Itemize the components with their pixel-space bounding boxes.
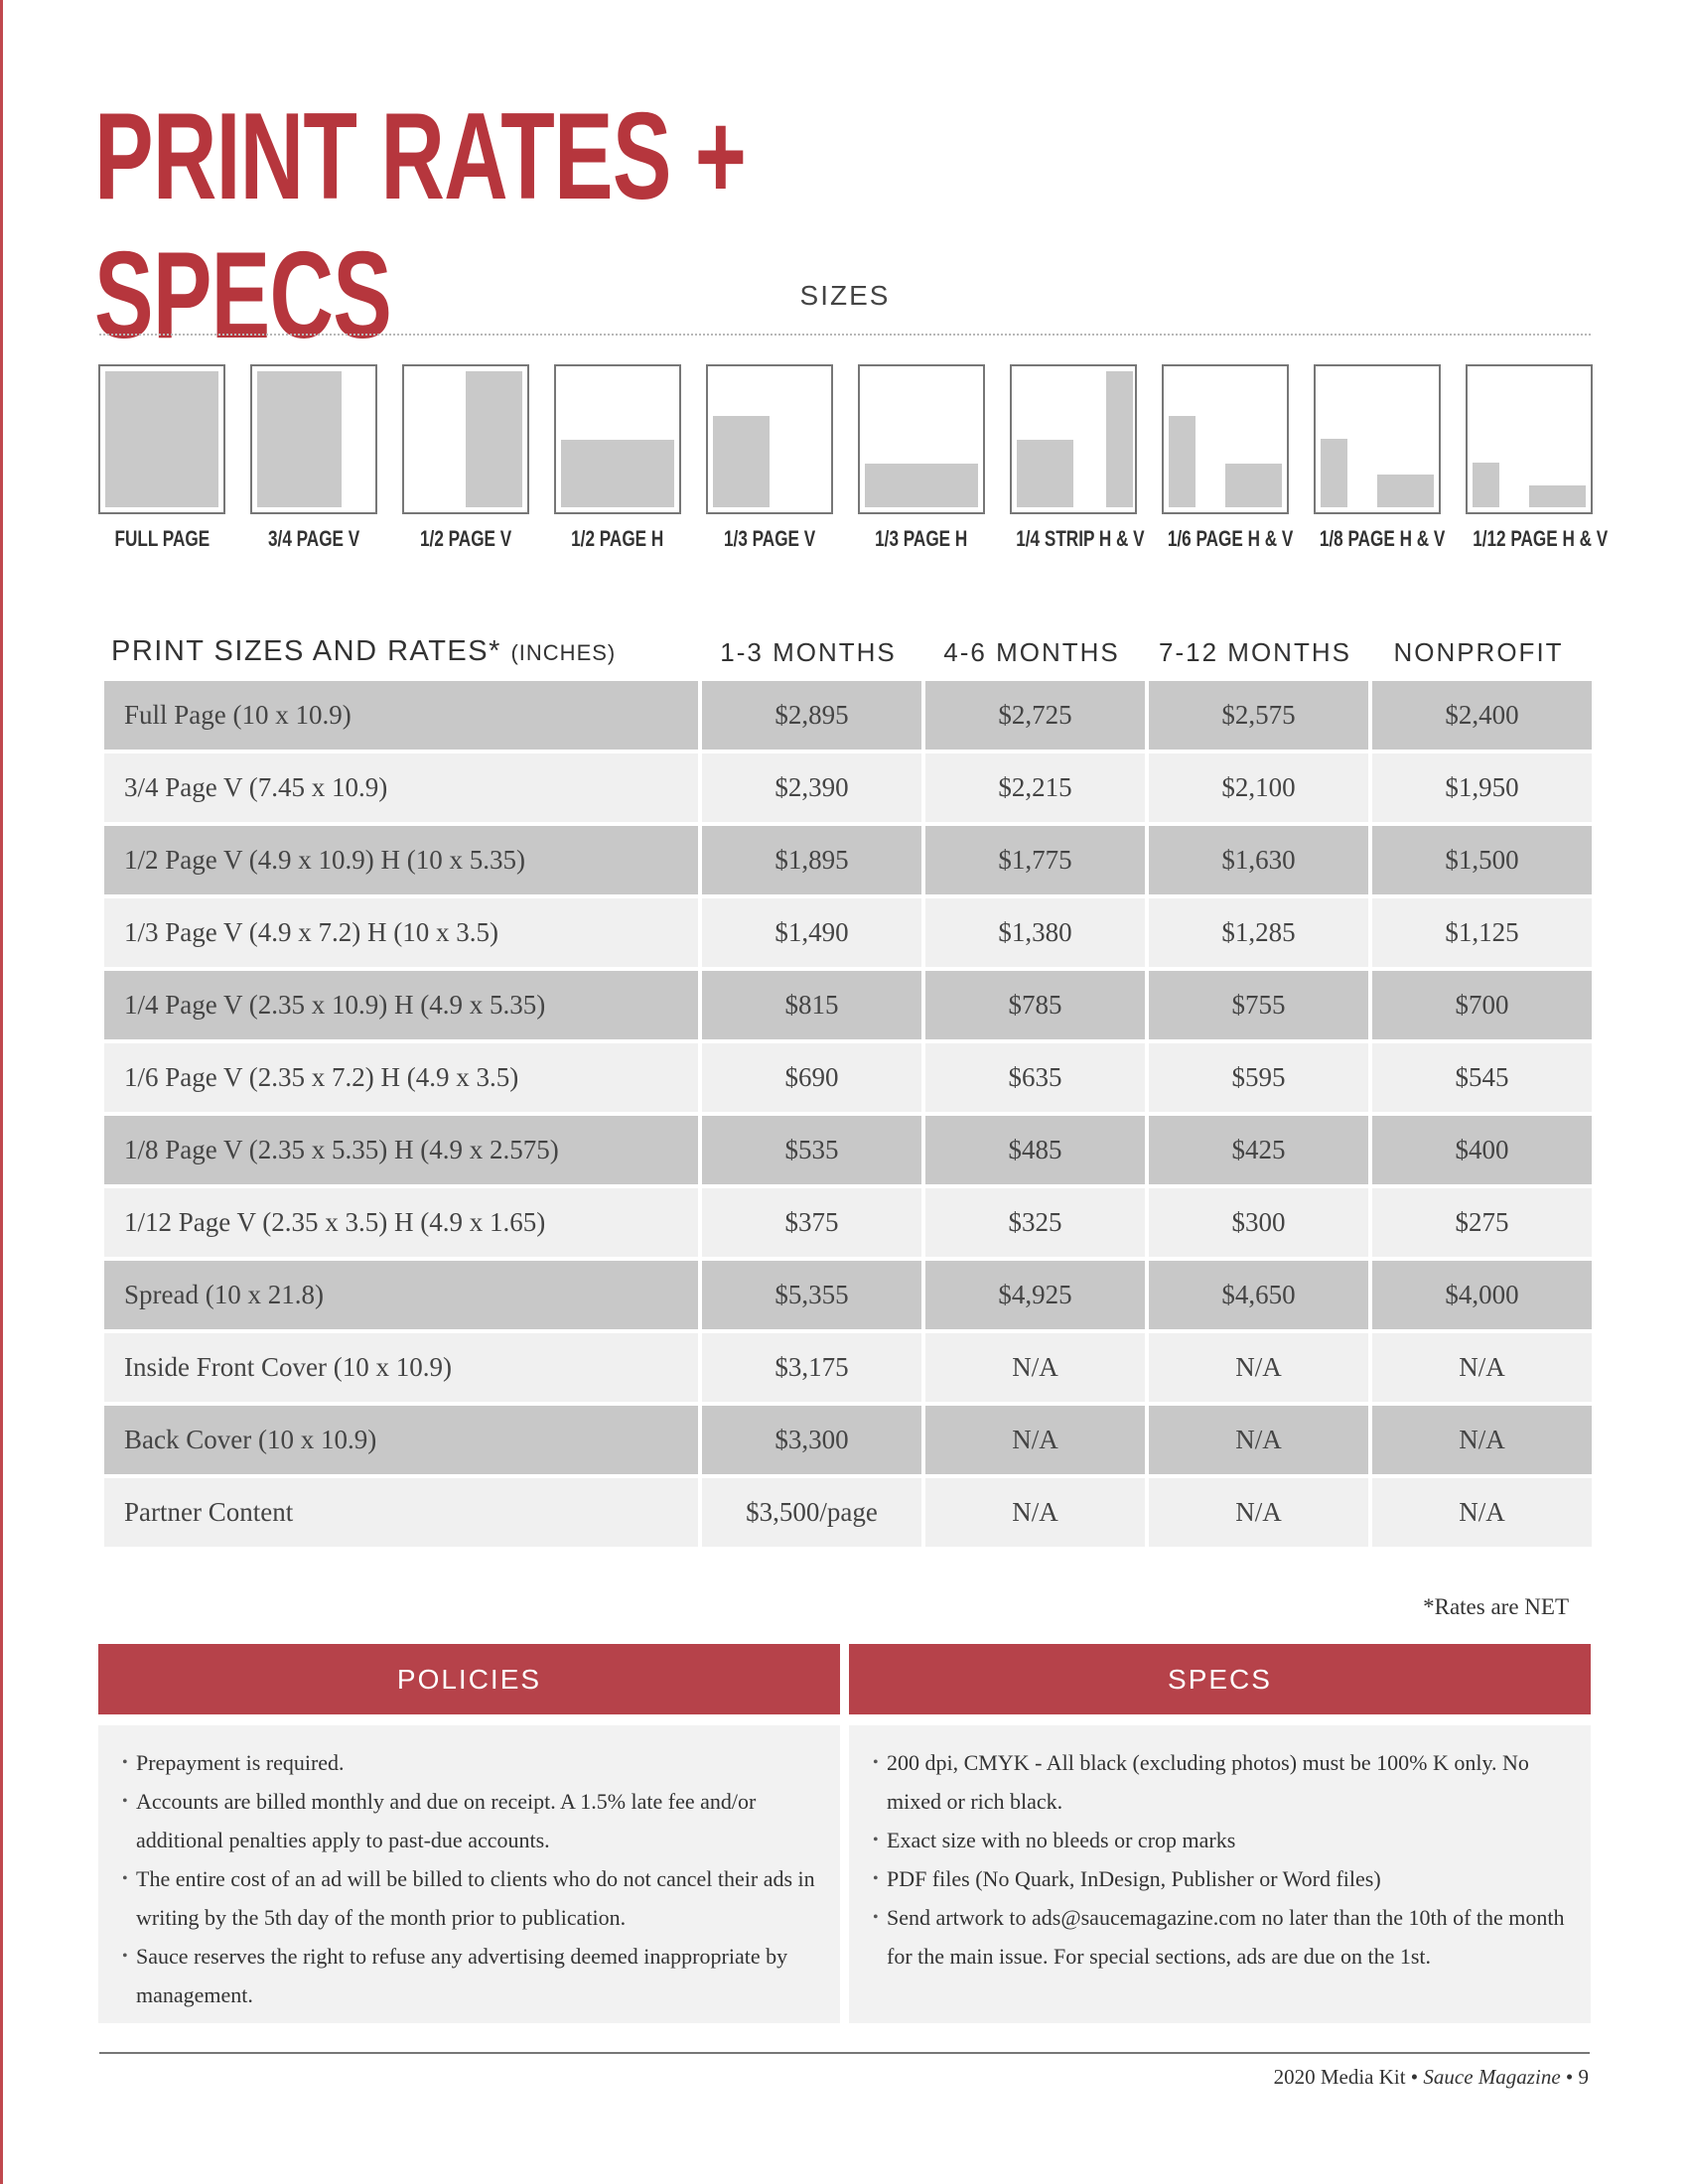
rates-footnote: *Rates are NET [1423,1594,1569,1619]
size-label: 1/4 STRIP H & V [1016,526,1145,551]
rate-cell: $4,000 [1372,1261,1592,1329]
table-row [104,898,1592,967]
rate-cell: N/A [1372,1406,1592,1474]
row-label: Partner Content [104,1478,698,1547]
rate-cell: $325 [925,1188,1145,1257]
rate-cell: $2,100 [1149,753,1368,822]
table-row [104,681,1592,750]
rate-cell: $785 [925,971,1145,1039]
sizes-heading: SIZES [799,280,891,311]
size-label: 1/3 PAGE V [723,526,816,551]
list-item: • Accounts are billed monthly and due on receipt. A 1.5% late fee and/or additional penalties apply to past-due accounts. [122,1782,818,1859]
rates-heading-text: PRINT SIZES AND RATES* [111,635,501,667]
rates-units: (INCHES) [510,640,617,665]
rate-cell: $425 [1149,1116,1368,1184]
table-row [104,1043,1592,1112]
row-label: Full Page (10 x 10.9) [104,681,698,750]
rate-cell: N/A [925,1333,1145,1402]
rate-cell: $595 [1149,1043,1368,1112]
rate-cell: $1,125 [1372,898,1592,967]
column-header: 1-3 MONTHS [720,637,897,667]
rate-cell: $3,175 [702,1333,921,1402]
rate-cell: $2,725 [925,681,1145,750]
rate-cell: N/A [925,1478,1145,1547]
size-thumbnails [98,364,1609,563]
rate-cell: $3,500/page [702,1478,921,1547]
policies-body [98,1725,840,2023]
rate-cell: $635 [925,1043,1145,1112]
rate-cell: $5,355 [702,1261,921,1329]
rates-table [100,677,1596,1551]
table-row [104,1188,1592,1257]
footer-magazine-name: Sauce Magazine [1423,2065,1561,2089]
rate-cell: $2,390 [702,753,921,822]
row-label: 1/3 Page V (4.9 x 7.2) H (10 x 3.5) [104,898,698,967]
page-title: PRINT RATES + SPECS [94,88,747,364]
row-label: 1/12 Page V (2.35 x 3.5) H (4.9 x 1.65) [104,1188,698,1257]
rate-cell: $815 [702,971,921,1039]
rate-cell: $1,950 [1372,753,1592,822]
row-label: Back Cover (10 x 10.9) [104,1406,698,1474]
specs-list [873,1743,1569,1976]
policies-list [122,1743,818,2014]
rate-cell: $1,775 [925,826,1145,894]
rate-cell: $375 [702,1188,921,1257]
size-label: 1/2 PAGE H [571,526,664,551]
table-row [104,1406,1592,1474]
size-label: 1/8 PAGE H & V [1319,526,1446,551]
specs-body [849,1725,1591,2023]
table-row [104,1478,1592,1547]
rate-cell: $545 [1372,1043,1592,1112]
policies-panel [98,1644,840,2023]
column-header: NONPROFIT [1393,637,1564,667]
rate-cell: N/A [1149,1406,1368,1474]
rate-cell: $485 [925,1116,1145,1184]
rate-cell: $2,895 [702,681,921,750]
rate-cell: N/A [1372,1333,1592,1402]
rate-cell: $300 [1149,1188,1368,1257]
rate-cell: $690 [702,1043,921,1112]
list-item: • Exact size with no bleeds or crop marks [873,1821,1569,1859]
specs-panel [849,1644,1591,2023]
rate-cell: N/A [1149,1478,1368,1547]
row-label: 3/4 Page V (7.45 x 10.9) [104,753,698,822]
left-edge-rule [0,0,3,2184]
list-item: • The entire cost of an ad will be billed to clients who do not cancel their ads in writing by the 5th day of the month prior to publication. [122,1859,818,1937]
rate-cell: $1,285 [1149,898,1368,967]
list-item: • Prepayment is required. [122,1743,818,1782]
table-row [104,971,1592,1039]
rate-cell: $700 [1372,971,1592,1039]
row-label: 1/6 Page V (2.35 x 7.2) H (4.9 x 3.5) [104,1043,698,1112]
rate-cell: $4,925 [925,1261,1145,1329]
rate-cell: $1,630 [1149,826,1368,894]
footer-rule [99,2052,1590,2054]
column-header: 7-12 MONTHS [1159,637,1351,667]
size-label: 1/12 PAGE H & V [1473,526,1609,551]
table-row [104,1333,1592,1402]
rate-cell: $535 [702,1116,921,1184]
row-label: 1/2 Page V (4.9 x 10.9) H (10 x 5.35) [104,826,698,894]
rate-cell: $4,650 [1149,1261,1368,1329]
rates-heading [111,635,616,668]
size-label: 1/2 PAGE V [419,526,512,551]
rate-cell: $1,895 [702,826,921,894]
table-row [104,1261,1592,1329]
rate-cell: $3,300 [702,1406,921,1474]
row-label: 1/8 Page V (2.35 x 5.35) H (4.9 x 2.575) [104,1116,698,1184]
size-label: FULL PAGE [114,526,210,551]
table-row [104,826,1592,894]
rate-cell: $1,500 [1372,826,1592,894]
rate-cell: $2,400 [1372,681,1592,750]
footer-media-kit: 2020 Media Kit • [1273,2065,1424,2089]
row-label: Inside Front Cover (10 x 10.9) [104,1333,698,1402]
sizes-divider [99,334,1591,336]
rate-cell: $400 [1372,1116,1592,1184]
list-item: • Send artwork to ads@saucemagazine.com no later than the 10th of the month for the main issue. For special sections, ads are due on the 1st. [873,1898,1569,1976]
table-row [104,1116,1592,1184]
rate-cell: $2,215 [925,753,1145,822]
rate-cell: $1,490 [702,898,921,967]
page-footer [1092,2065,1589,2090]
size-label: 1/3 PAGE H [875,526,968,551]
list-item: • 200 dpi, CMYK - All black (excluding photos) must be 100% K only. No mixed or rich black. [873,1743,1569,1821]
rate-cell: N/A [925,1406,1145,1474]
list-item: • Sauce reserves the right to refuse any advertising deemed inappropriate by management. [122,1937,818,2014]
specs-heading: SPECS [849,1644,1591,1714]
rate-cell: $755 [1149,971,1368,1039]
table-row [104,753,1592,822]
rate-cell: N/A [1372,1478,1592,1547]
rate-cell: $2,575 [1149,681,1368,750]
rate-cell: $275 [1372,1188,1592,1257]
policies-heading: POLICIES [98,1644,840,1714]
rate-cell: $1,380 [925,898,1145,967]
list-item: • PDF files (No Quark, InDesign, Publisher or Word files) [873,1859,1569,1898]
row-label: Spread (10 x 21.8) [104,1261,698,1329]
column-header: 4-6 MONTHS [943,637,1120,667]
rate-cell: N/A [1149,1333,1368,1402]
row-label: 1/4 Page V (2.35 x 10.9) H (4.9 x 5.35) [104,971,698,1039]
size-label: 1/6 PAGE H & V [1167,526,1294,551]
size-label: 3/4 PAGE V [267,526,360,551]
footer-page-number: • 9 [1560,2065,1589,2089]
